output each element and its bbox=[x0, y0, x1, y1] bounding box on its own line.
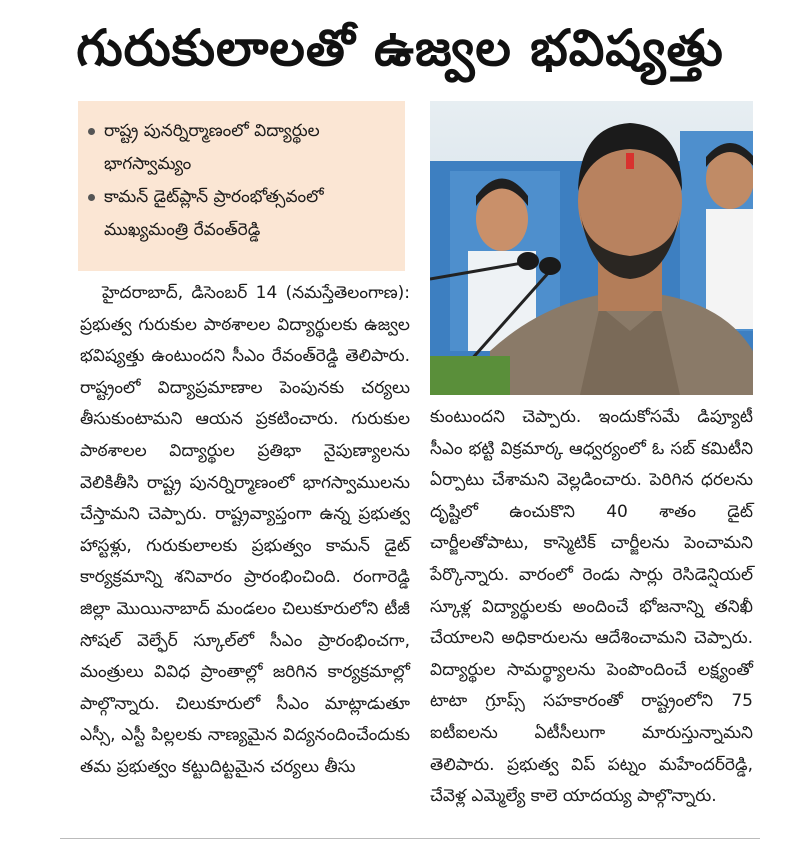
news-photo bbox=[430, 101, 753, 395]
article-column-left bbox=[80, 278, 410, 784]
article-column-right bbox=[430, 402, 753, 813]
article-text: కుంటుందని చెప్పారు. ఇందుకోసమే డిప్యూటీ సీఎం భట్టి విక్రమార్క ఆధ్వర్యంలో ఓ సబ్ కమిటీని ఏర్పాటు చేశామని వెల్లడించారు. పెరిగిన ధరలను దృష్టిలో ఉంచుకొని 40 శాతం డైట్ చార్జీలతోపాటు, కాస్మెటిక్ చార్జీలను పెంచామని పేర్కొన్నారు. వారంలో రెండు సార్లు రెసిడెన్షియల్ స్కూళ్ల విద్యార్థులకు అందించే భోజనాన్ని తనిఖీ చేయాలని అధికారులను ఆదేశించామని చెప్పారు. విద్యార్థుల సామర్థ్యాలను పెంపొందించే లక్ష్యంతో టాటా గ్రూప్స్ సహకారంతో రాష్ట్రంలోని 75 ఐటీఐలను ఏటీసీలుగా మారుస్తున్నామని తెలిపారు. ప్రభుత్వ విప్ పట్నం మహేందర్‌రెడ్డి, చేవెళ్ల ఎమ్మెల్యే కాలె యాదయ్య పాల్గొన్నారు. bbox=[430, 407, 753, 807]
highlight-text: కామన్ డైట్‌ప్లాన్ ప్రారంభోత్సవంలో ముఖ్యమంత్రి రేవంత్‌రెడ్డి bbox=[104, 187, 324, 240]
highlight-item bbox=[104, 181, 391, 247]
highlights-box bbox=[78, 101, 405, 271]
article-text: హైదరాబాద్, డిసెంబర్ 14 (నమస్తేతెలంగాణ): ప్రభుత్వ గురుకుల పాఠశాలల విద్యార్థులకు ఉజ్వల భవిష్యత్తు ఉంటుందని సీఎం రేవంత్‌రెడ్డి తెలిపారు. రాష్ట్రంలో విద్యాప్రమాణాల పెంపునకు చర్యలు తీసుకుంటామని ఆయన ప్రకటించారు. గురుకుల పాఠశాలల విద్యార్థుల ప్రతిభా నైపుణ్యాలను వెలికితీసి రాష్ట్ర పునర్నిర్మాణంలో భాగస్వాములను చేస్తామని చెప్పారు. రాష్ట్రవ్యాప్తంగా ఉన్న ప్రభుత్వ హాస్టళ్లు, గురుకులాలకు ప్రభుత్వం కామన్ డైట్ కార్యక్రమాన్ని శనివారం ప్రారంభించింది. రంగారెడ్డి జిల్లా మొయినాబాద్ మండలం చిలుకూరులోని టీజీ సోషల్ వెల్ఫేర్ స్కూల్‌లో సీఎం ప్రారంభించగా, మంత్రులు వివిధ ప్రాంతాల్లో జరిగిన కార్యక్రమాల్లో పాల్గొన్నారు. చిలుకూరులో సీఎం మాట్లాడుతూ ఎస్సీ, ఎస్టీ పిల్లలకు నాణ్యమైన విద్యనందించేందుకు తమ ప్రభుత్వం కట్టుదిట్టమైన చర్యలు తీసు bbox=[80, 283, 410, 777]
bottom-divider bbox=[60, 838, 760, 839]
highlight-item bbox=[104, 115, 391, 181]
bullet-icon bbox=[88, 128, 95, 135]
bullet-icon bbox=[88, 194, 95, 201]
speaker-photo-illustration bbox=[430, 101, 753, 395]
headline: గురుకులాలతో ఉజ్వల భవిష్యత్తు bbox=[76, 19, 724, 77]
highlight-text: రాష్ట్ర పునర్నిర్మాణంలో విద్యార్థుల భాగస్వామ్యం bbox=[104, 121, 320, 174]
